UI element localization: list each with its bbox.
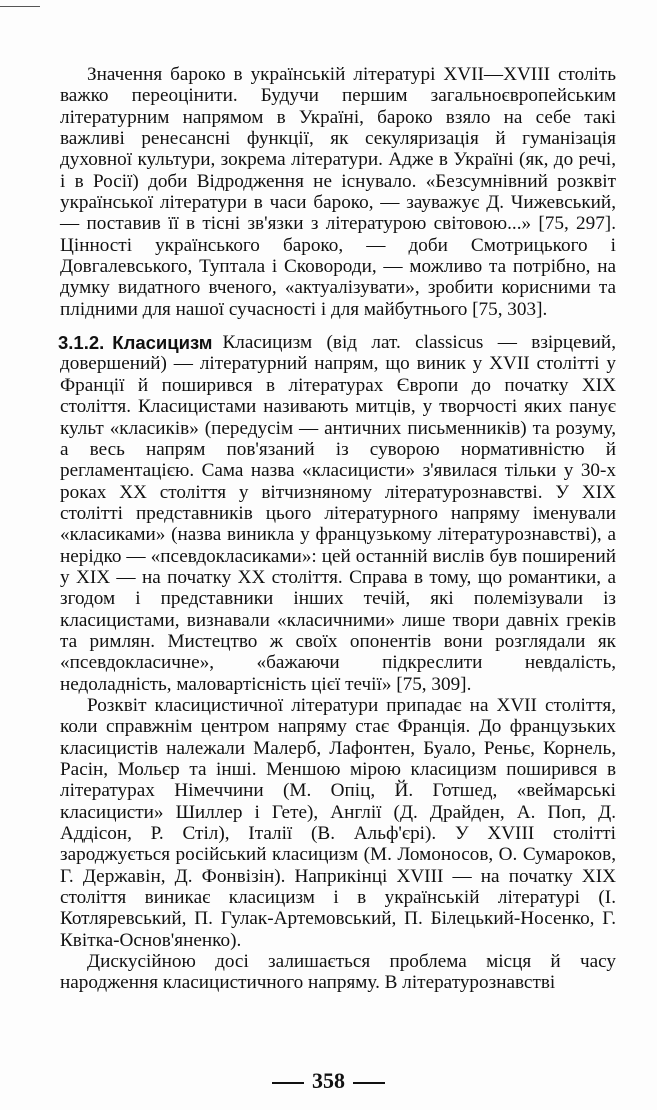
section-title: Класицизм — [112, 332, 213, 354]
paragraph-text: Дискусійною досі залишається проблема місця й часу народження класицистичного напряму. В літературознавстві — [60, 951, 616, 994]
page-number-dash-right — [353, 1082, 385, 1084]
paragraph-debate — [60, 951, 616, 994]
paragraph-baroque-significance — [60, 64, 616, 320]
section-body-text: Класицизм (від лат. classicus — взірцевий, довершений) — літературний напрям, що виник у XVII столітті у Франції й поширився в літературах Європи до початку XIX століття. Класицистами називають митців, у творчості яких панує культ «класиків» (передусім — античних письменників) та розуму, а весь напрям пов'язаний із суворою нормативністю й регламентацією. Сама назва «класицисти» з'явилася тільки у 30-х роках XX століття у вітчизняному літературознавстві. У XIX столітті представників цього літературного напряму іменували «класиками» (назва виникла у французькому літературознавстві), а нерідко — «псевдокласиками»: цей останній вислів був поширений у XIX — на початку XX століття. Справа в тому, що романтики, а згодом і представники інших течій, які полемізували із класицистами, визнавали «класичними» лише твори давніх греків та римлян. Мистецтво ж своїх опонентів вони розглядали як «псевдокласичне», «бажаючи підкреслити невдалість, недоладність, маловартісність цієї течії» [75, 309]. — [60, 332, 616, 695]
page-number-value: 358 — [312, 1068, 345, 1093]
paragraph-text: Розквіт класицистичної літератури припадає на XVII століття, коли справжнім центром напряму стає Франція. До французьких класицистів належали Малерб, Лафонтен, Буало, Реньє, Корнель, Расін, Мольєр та інші. Меншою мірою класицизм поширився в літературах Німеччини (М. Опіц, Й. Готшед, «веймарські класицисти» Шиллер і Гете), Англії (Д. Драйден, А. Поп, Д. Аддісон, Р. Стіл), Італії (В. Альф'єрі). У XVIII столітті зароджується російський класицизм (М. Ломоносов, О. Сумароков, Г. Державін, Д. Фонвізін). Наприкінці XVIII — на початку XIX століття виникає класицизм і в українській літературі (І. Котляревський, П. Гулак-Артемовський, П. Білецький-Носенко, Г. Квітка-Основ'яненко). — [60, 694, 616, 951]
section-number: 3.1.2. — [58, 332, 105, 354]
body-text — [60, 64, 616, 994]
scan-edge-line — [0, 6, 40, 7]
section-heading — [58, 332, 212, 353]
page-number — [0, 1068, 657, 1094]
paragraph-text: Значення бароко в українській літературі XVII—XVIII століть важко переоцінити. Будучи першим загальноєвропейським літературним напрямом в Україні, бароко взяло на себе такі важливі ренесансні функції, як секуляризація й гуманізація духовної культури, зокрема літератури. Адже в Україні (як, до речі, і в Росії) доби Відродження не існувало. «Безсумнівний розквіт української літератури в часи бароко, — зауважує Д. Чижевський, — поставив її в тісні зв'язки з літературою світовою...» [75, 297]. Цінності українського бароко, — доби Смотрицького і Довгалевського, Туптала і Сковороди, — можливо та потрібно, на думку видатного вченого, «актуалізувати», зробити корисними та плідними для нашої сучасності і для майбутнього [75, 303]. — [60, 64, 616, 320]
section-classicism — [60, 332, 616, 695]
page-number-dash-left — [272, 1082, 304, 1084]
paragraph-classicism-flourishing — [60, 695, 616, 951]
